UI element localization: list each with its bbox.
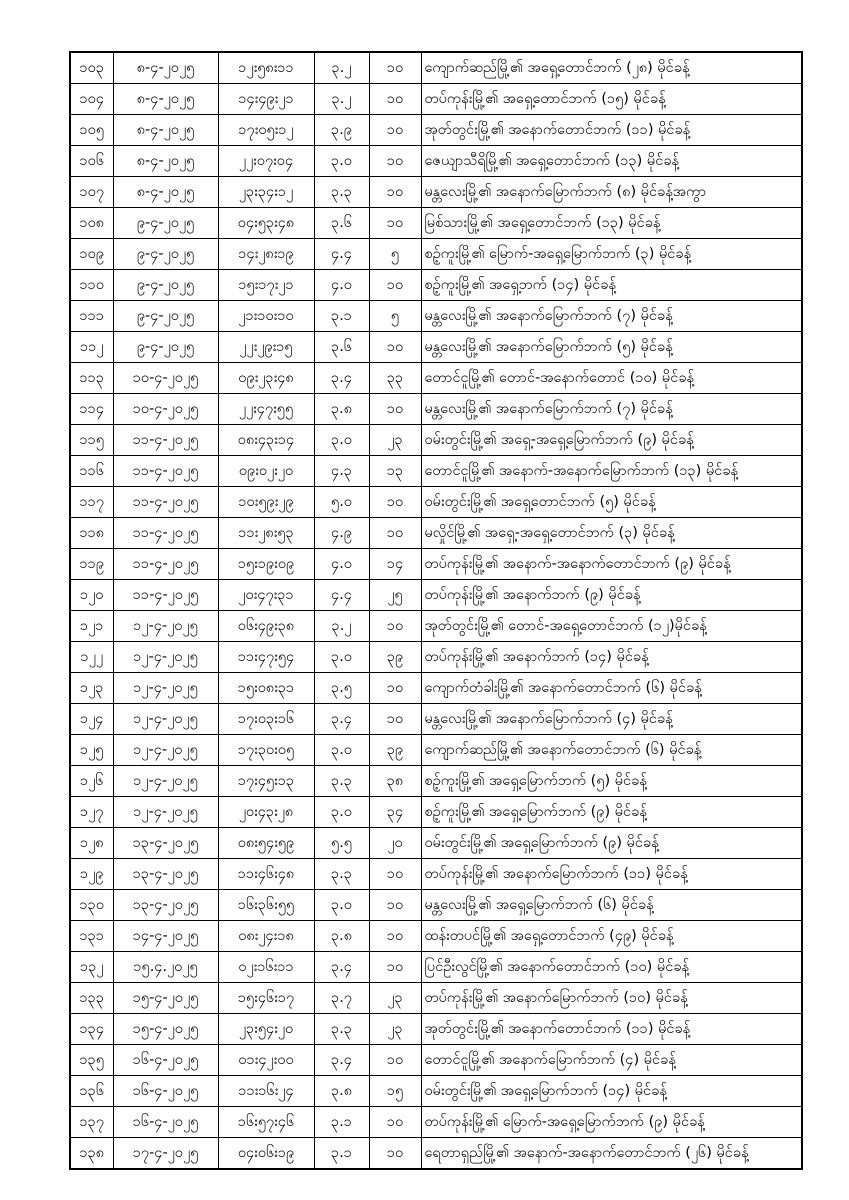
time-cell: ၂၀း၄၃း၂၈ xyxy=(218,797,314,828)
serial-cell: ၁၁၄ xyxy=(70,394,113,425)
depth-cell: ၂၃ xyxy=(369,425,421,456)
location-cell: ကျောက်ဆည်မြို့၏ အရှေ့တောင်ဘက် (၂၈) မိုင်ခန့် xyxy=(421,52,802,84)
time-cell: ၁၆း၅၇း၄၆ xyxy=(218,1107,314,1138)
table-row xyxy=(70,1076,802,1107)
location-cell: တပ်ကုန်းမြို့၏ အရှေ့တောင်ဘက် (၁၅) မိုင်ခန့် xyxy=(421,84,802,115)
date-cell: ၉-၄-၂၀၂၅ xyxy=(113,208,218,239)
time-cell: ၁၁း၄၇း၅၄ xyxy=(218,642,314,673)
table-row xyxy=(70,518,802,549)
magnitude-cell: ၃.၃ xyxy=(314,1014,369,1045)
serial-cell: ၁၂၈ xyxy=(70,828,113,859)
date-cell: ၁၅.၄.၂၀၂၅ xyxy=(113,952,218,983)
date-cell: ၁၂-၄-၂၀၂၅ xyxy=(113,735,218,766)
magnitude-cell: ၃.၄ xyxy=(314,952,369,983)
serial-cell: ၁၁၈ xyxy=(70,518,113,549)
date-cell: ၉-၄-၂၀၂၅ xyxy=(113,270,218,301)
time-cell: ၁၁း၄၆း၄၈ xyxy=(218,859,314,890)
table-row xyxy=(70,549,802,580)
time-cell: ၂၂း၂၉း၁၅ xyxy=(218,332,314,363)
time-cell: ၁၅း၀၈း၃၁ xyxy=(218,673,314,704)
date-cell: ၁၆-၄-၂၀၂၅ xyxy=(113,1107,218,1138)
date-cell: ၁၂-၄-၂၀၂၅ xyxy=(113,766,218,797)
table-row xyxy=(70,115,802,146)
location-cell: မန္တလေးမြို့၏ အနောက်မြောက်ဘက် (၄) မိုင်ခန့် xyxy=(421,704,802,735)
date-cell: ၁၄-၄-၂၀၂၅ xyxy=(113,921,218,952)
magnitude-cell: ၃.၃ xyxy=(314,766,369,797)
location-cell: အုတ်တွင်းမြို့၏ အနောက်တောင်ဘက် (၁၁) မိုင်ခန့် xyxy=(421,115,802,146)
serial-cell: ၁၀၃ xyxy=(70,52,113,84)
time-cell: ၁၄း၂၈း၁၉ xyxy=(218,239,314,270)
depth-cell: ၁၀ xyxy=(369,332,421,363)
depth-cell: ၁၀ xyxy=(369,921,421,952)
magnitude-cell: ၃.၄ xyxy=(314,704,369,735)
depth-cell: ၁၀ xyxy=(369,673,421,704)
table-row xyxy=(70,363,802,394)
location-cell: စဥ့်ကူးမြို့၏ အရှေ့ဘက် (၁၄) မိုင်ခန့် xyxy=(421,270,802,301)
depth-cell: ၅ xyxy=(369,239,421,270)
table-row xyxy=(70,425,802,456)
table-row xyxy=(70,177,802,208)
depth-cell: ၁၀ xyxy=(369,487,421,518)
table-row xyxy=(70,208,802,239)
location-cell: မန္တလေးမြို့၏ အနောက်မြောက်ဘက် (၇) မိုင်ခန့် xyxy=(421,394,802,425)
serial-cell: ၁၀၇ xyxy=(70,177,113,208)
table-row xyxy=(70,983,802,1014)
location-cell: စဥ့်ကူးမြို့၏ အရှေ့မြောက်ဘက် (၅) မိုင်ခန့် xyxy=(421,766,802,797)
magnitude-cell: ၃.၀ xyxy=(314,735,369,766)
location-cell: မလှိုင်မြို့၏ အရှေ့-အရှေ့တောင်ဘက် (၃) မိုင်ခန့် xyxy=(421,518,802,549)
magnitude-cell: ၃.၀ xyxy=(314,797,369,828)
time-cell: ၁၁း၁၆း၂၄ xyxy=(218,1076,314,1107)
serial-cell: ၁၃၅ xyxy=(70,1045,113,1076)
magnitude-cell: ၄.၀ xyxy=(314,549,369,580)
location-cell: အုတ်တွင်းမြို့၏ အနောက်တောင်ဘက် (၁၁) မိုင်ခန့် xyxy=(421,1014,802,1045)
magnitude-cell: ၃.၀ xyxy=(314,642,369,673)
depth-cell: ၂၃ xyxy=(369,983,421,1014)
location-cell: တောင်ငူမြို့၏ အနောက်မြောက်ဘက် (၄) မိုင်ခန့် xyxy=(421,1045,802,1076)
location-cell: ဝမ်းတွင်းမြို့၏ အရှေ့-အရှေ့မြောက်ဘက် (၉) မိုင်ခန့် xyxy=(421,425,802,456)
time-cell: ၀၈း၄၃း၁၄ xyxy=(218,425,314,456)
serial-cell: ၁၁၁ xyxy=(70,301,113,332)
serial-cell: ၁၂၉ xyxy=(70,859,113,890)
date-cell: ၁၂-၄-၂၀၂၅ xyxy=(113,611,218,642)
magnitude-cell: ၃.၂ xyxy=(314,52,369,84)
serial-cell: ၁၂၇ xyxy=(70,797,113,828)
table-row xyxy=(70,456,802,487)
date-cell: ၁၅-၄-၂၀၂၅ xyxy=(113,1014,218,1045)
serial-cell: ၁၃၄ xyxy=(70,1014,113,1045)
depth-cell: ၂၀ xyxy=(369,828,421,859)
table-row xyxy=(70,332,802,363)
depth-cell: ၁၀ xyxy=(369,146,421,177)
date-cell: ၁၆-၄-၂၀၂၅ xyxy=(113,1045,218,1076)
location-cell: ရေတာရှည်မြို့၏ အနောက်-အနောက်တောင်ဘက် (၂၆) မိုင်ခန့် xyxy=(421,1138,802,1170)
serial-cell: ၁၃၃ xyxy=(70,983,113,1014)
table-row xyxy=(70,1107,802,1138)
magnitude-cell: ၃.၀ xyxy=(314,425,369,456)
depth-cell: ၃၄ xyxy=(369,797,421,828)
depth-cell: ၁၀ xyxy=(369,1107,421,1138)
table-row xyxy=(70,487,802,518)
serial-cell: ၁၃၆ xyxy=(70,1076,113,1107)
serial-cell: ၁၂၂ xyxy=(70,642,113,673)
serial-cell: ၁၂၄ xyxy=(70,704,113,735)
table-row xyxy=(70,1014,802,1045)
date-cell: ၁၃-၄-၂၀၂၅ xyxy=(113,828,218,859)
depth-cell: ၁၀ xyxy=(369,890,421,921)
magnitude-cell: ၃.၆ xyxy=(314,208,369,239)
depth-cell: ၅ xyxy=(369,301,421,332)
date-cell: ၈-၄-၂၀၂၅ xyxy=(113,146,218,177)
location-cell: မန္တလေးမြို့၏ အရှေ့မြောက်ဘက် (၆) မိုင်ခန့် xyxy=(421,890,802,921)
time-cell: ၀၉း၀၂း၂၀ xyxy=(218,456,314,487)
location-cell: တောင်ငူမြို့၏ အနောက်-အနောက်မြောက်ဘက် (၁၃) မိုင်ခန့် xyxy=(421,456,802,487)
location-cell: အုတ်တွင်းမြို့၏ တောင်-အရှေ့တောင်ဘက် (၁၂)မိုင်ခန့် xyxy=(421,611,802,642)
time-cell: ၁၅း၄၆း၁၇ xyxy=(218,983,314,1014)
table-row xyxy=(70,239,802,270)
depth-cell: ၂၅ xyxy=(369,580,421,611)
date-cell: ၁၂-၄-၂၀၂၅ xyxy=(113,797,218,828)
magnitude-cell: ၃.၈ xyxy=(314,921,369,952)
magnitude-cell: ၃.၁ xyxy=(314,301,369,332)
table-row xyxy=(70,704,802,735)
earthquake-table-body xyxy=(70,52,802,1169)
time-cell: ၁၇း၀၅း၁၂ xyxy=(218,115,314,146)
date-cell: ၁၅-၄-၂၀၂၅ xyxy=(113,983,218,1014)
time-cell: ၀၂း၁၆း၁၁ xyxy=(218,952,314,983)
serial-cell: ၁၁၂ xyxy=(70,332,113,363)
location-cell: ပြင်ဦးလွင်မြို့၏ အနောက်တောင်ဘက် (၁၀) မိုင်ခန့် xyxy=(421,952,802,983)
magnitude-cell: ၄.၉ xyxy=(314,518,369,549)
time-cell: ၂၃း၅၄း၂၀ xyxy=(218,1014,314,1045)
time-cell: ၀၆း၄၉း၃၈ xyxy=(218,611,314,642)
time-cell: ၁၁း၂၈း၅၃ xyxy=(218,518,314,549)
depth-cell: ၁၀ xyxy=(369,52,421,84)
location-cell: တောင်ငူမြို့၏ တောင်-အနောက်တောင် (၁၀) မိုင်ခန့် xyxy=(421,363,802,394)
magnitude-cell: ၃.၈ xyxy=(314,1076,369,1107)
magnitude-cell: ၄.၀ xyxy=(314,270,369,301)
time-cell: ၁၀း၅၉း၂၉ xyxy=(218,487,314,518)
table-row xyxy=(70,766,802,797)
depth-cell: ၃၉ xyxy=(369,735,421,766)
serial-cell: ၁၀၅ xyxy=(70,115,113,146)
magnitude-cell: ၃.၀ xyxy=(314,890,369,921)
serial-cell: ၁၂၃ xyxy=(70,673,113,704)
time-cell: ၁၇း၀၃း၁၆ xyxy=(218,704,314,735)
table-row xyxy=(70,890,802,921)
serial-cell: ၁၃၈ xyxy=(70,1138,113,1170)
date-cell: ၁၃-၄-၂၀၂၅ xyxy=(113,890,218,921)
serial-cell: ၁၀၈ xyxy=(70,208,113,239)
magnitude-cell: ၃.၄ xyxy=(314,1045,369,1076)
serial-cell: ၁၂၅ xyxy=(70,735,113,766)
date-cell: ၁၇-၄-၂၀၂၅ xyxy=(113,1138,218,1170)
date-cell: ၁၂-၄-၂၀၂၅ xyxy=(113,704,218,735)
location-cell: ကျောက်တံခါးမြို့၏ အနောက်တောင်ဘက် (၆) မိုင်ခန့် xyxy=(421,673,802,704)
location-cell: မန္တလေးမြို့၏ အနောက်မြောက်ဘက် (၅) မိုင်ခန့် xyxy=(421,332,802,363)
location-cell: စဥ့်ကူးမြို့၏ မြောက်-အရှေ့မြောက်ဘက် (၃) မိုင်ခန့် xyxy=(421,239,802,270)
time-cell: ၀၄း၀၆း၁၉ xyxy=(218,1138,314,1170)
serial-cell: ၁၃၁ xyxy=(70,921,113,952)
serial-cell: ၁၁၀ xyxy=(70,270,113,301)
table-row xyxy=(70,394,802,425)
depth-cell: ၃၃ xyxy=(369,363,421,394)
date-cell: ၁၁-၄-၂၀၂၅ xyxy=(113,425,218,456)
serial-cell: ၁၁၅ xyxy=(70,425,113,456)
magnitude-cell: ၃.၁ xyxy=(314,1138,369,1170)
serial-cell: ၁၀၄ xyxy=(70,84,113,115)
magnitude-cell: ၅.၀ xyxy=(314,487,369,518)
depth-cell: ၁၀ xyxy=(369,611,421,642)
magnitude-cell: ၃.၃ xyxy=(314,859,369,890)
table-row xyxy=(70,52,802,84)
time-cell: ၀၄း၅၃း၄၈ xyxy=(218,208,314,239)
table-row xyxy=(70,828,802,859)
serial-cell: ၁၀၉ xyxy=(70,239,113,270)
time-cell: ၁၇း၃၀း၀၅ xyxy=(218,735,314,766)
location-cell: တပ်ကုန်းမြို့၏ အနောက်ဘက် (၁၄) မိုင်ခန့် xyxy=(421,642,802,673)
magnitude-cell: ၃.၈ xyxy=(314,394,369,425)
time-cell: ၀၁း၄၂း၀၀ xyxy=(218,1045,314,1076)
table-row xyxy=(70,952,802,983)
magnitude-cell: ၃.၇ xyxy=(314,983,369,1014)
serial-cell: ၁၁၃ xyxy=(70,363,113,394)
date-cell: ၁၀-၄-၂၀၂၅ xyxy=(113,394,218,425)
serial-cell: ၁၂၁ xyxy=(70,611,113,642)
location-cell: ဝမ်းတွင်းမြို့၏ အရှေ့မြောက်ဘက် (၁၄) မိုင်ခန့် xyxy=(421,1076,802,1107)
depth-cell: ၁၀ xyxy=(369,115,421,146)
location-cell: မန္တလေးမြို့၏ အနောက်မြောက်ဘက် (၇) မိုင်ခန့် xyxy=(421,301,802,332)
serial-cell: ၁၁၉ xyxy=(70,549,113,580)
serial-cell: ၁၂၆ xyxy=(70,766,113,797)
table-row xyxy=(70,642,802,673)
location-cell: စဥ့်ကူးမြို့၏ အရှေ့မြောက်ဘက် (၉) မိုင်ခန့် xyxy=(421,797,802,828)
location-cell: မန္တလေးမြို့၏ အနောက်မြောက်ဘက် (၈) မိုင်ခန့်အကွာ xyxy=(421,177,802,208)
time-cell: ၁၆း၃၆း၅၅ xyxy=(218,890,314,921)
date-cell: ၈-၄-၂၀၂၅ xyxy=(113,84,218,115)
magnitude-cell: ၃.၄ xyxy=(314,363,369,394)
table-row xyxy=(70,673,802,704)
location-cell: မြစ်သားမြို့၏ အရှေ့တောင်ဘက် (၁၃) မိုင်ခန့် xyxy=(421,208,802,239)
date-cell: ၁၁-၄-၂၀၂၅ xyxy=(113,487,218,518)
date-cell: ၁၁-၄-၂၀၂၅ xyxy=(113,518,218,549)
time-cell: ၀၈း၂၄း၁၈ xyxy=(218,921,314,952)
serial-cell: ၁၀၆ xyxy=(70,146,113,177)
time-cell: ၂၂း၄၇း၅၅ xyxy=(218,394,314,425)
time-cell: ၁၅း၁၇း၂၁ xyxy=(218,270,314,301)
time-cell: ၁၇း၄၅း၁၃ xyxy=(218,766,314,797)
time-cell: ၂၀း၄၇း၃၁ xyxy=(218,580,314,611)
date-cell: ၉-၄-၂၀၂၅ xyxy=(113,239,218,270)
location-cell: ကျောက်ဆည်မြို့၏ အနောက်တောင်ဘက် (၆) မိုင်ခန့် xyxy=(421,735,802,766)
earthquake-table xyxy=(69,51,803,1170)
magnitude-cell: ၃.၀ xyxy=(314,146,369,177)
location-cell: ဇေယျာသီရိမြို့၏ အရှေ့တောင်ဘက် (၁၃) မိုင်ခန့် xyxy=(421,146,802,177)
magnitude-cell: ၄.၄ xyxy=(314,239,369,270)
magnitude-cell: ၃.၂ xyxy=(314,611,369,642)
depth-cell: ၂၃ xyxy=(369,1014,421,1045)
serial-cell: ၁၃၀ xyxy=(70,890,113,921)
time-cell: ၀၈း၅၄း၅၉ xyxy=(218,828,314,859)
date-cell: ၁၂-၄-၂၀၂၅ xyxy=(113,642,218,673)
location-cell: တပ်ကုန်းမြို့၏ မြောက်-အရှေ့မြောက်ဘက် (၉) မိုင်ခန့် xyxy=(421,1107,802,1138)
date-cell: ၉-၄-၂၀၂၅ xyxy=(113,332,218,363)
time-cell: ၁၂း၅၈း၁၁ xyxy=(218,52,314,84)
table-row xyxy=(70,921,802,952)
depth-cell: ၁၀ xyxy=(369,394,421,425)
table-row xyxy=(70,1045,802,1076)
table-row xyxy=(70,270,802,301)
depth-cell: ၁၀ xyxy=(369,1045,421,1076)
date-cell: ၁၀-၄-၂၀၂၅ xyxy=(113,363,218,394)
table-row xyxy=(70,84,802,115)
table-row xyxy=(70,301,802,332)
time-cell: ၂၁း၁၀း၁၀ xyxy=(218,301,314,332)
time-cell: ၂၂း၀၇း၀၄ xyxy=(218,146,314,177)
time-cell: ၂၃း၃၄း၁၂ xyxy=(218,177,314,208)
table-row xyxy=(70,797,802,828)
table-row xyxy=(70,1138,802,1170)
location-cell: ထန်းတပင်မြို့၏ အရှေ့တောင်ဘက် (၄၉) မိုင်ခန့် xyxy=(421,921,802,952)
magnitude-cell: ၃.၅ xyxy=(314,673,369,704)
date-cell: ၁၆-၄-၂၀၂၅ xyxy=(113,1076,218,1107)
magnitude-cell: ၃.၁ xyxy=(314,1107,369,1138)
depth-cell: ၁၀ xyxy=(369,952,421,983)
depth-cell: ၁၃ xyxy=(369,456,421,487)
magnitude-cell: ၃.၉ xyxy=(314,115,369,146)
depth-cell: ၁၄ xyxy=(369,549,421,580)
table-row xyxy=(70,611,802,642)
date-cell: ၁၃-၄-၂၀၂၅ xyxy=(113,859,218,890)
date-cell: ၈-၄-၂၀၂၅ xyxy=(113,52,218,84)
date-cell: ၁၁-၄-၂၀၂၅ xyxy=(113,549,218,580)
location-cell: ဝမ်းတွင်းမြို့၏ အရှေ့မြောက်ဘက် (၉) မိုင်ခန့် xyxy=(421,828,802,859)
serial-cell: ၁၃၇ xyxy=(70,1107,113,1138)
serial-cell: ၁၁၆ xyxy=(70,456,113,487)
serial-cell: ၁၃၂ xyxy=(70,952,113,983)
table-row xyxy=(70,146,802,177)
depth-cell: ၁၀ xyxy=(369,177,421,208)
depth-cell: ၁၀ xyxy=(369,270,421,301)
location-cell: တပ်ကုန်းမြို့၏ အနောက်မြောက်ဘက် (၁၀) မိုင်ခန့် xyxy=(421,983,802,1014)
magnitude-cell: ၃.၃ xyxy=(314,177,369,208)
location-cell: တပ်ကုန်းမြို့၏ အနောက်မြောက်ဘက် (၁၁) မိုင်ခန့် xyxy=(421,859,802,890)
depth-cell: ၁၀ xyxy=(369,859,421,890)
depth-cell: ၁၀ xyxy=(369,1138,421,1170)
table-row xyxy=(70,735,802,766)
depth-cell: ၁၀ xyxy=(369,704,421,735)
time-cell: ၁၅း၁၉း၀၉ xyxy=(218,549,314,580)
depth-cell: ၃၉ xyxy=(369,642,421,673)
time-cell: ၁၄း၄၉း၂၁ xyxy=(218,84,314,115)
magnitude-cell: ၅.၅ xyxy=(314,828,369,859)
depth-cell: ၁၀ xyxy=(369,518,421,549)
date-cell: ၁၂-၄-၂၀၂၅ xyxy=(113,673,218,704)
serial-cell: ၁၂၀ xyxy=(70,580,113,611)
magnitude-cell: ၃.၆ xyxy=(314,332,369,363)
magnitude-cell: ၄.၃ xyxy=(314,456,369,487)
date-cell: ၈-၄-၂၀၂၅ xyxy=(113,115,218,146)
date-cell: ၁၁-၄-၂၀၂၅ xyxy=(113,580,218,611)
serial-cell: ၁၁၇ xyxy=(70,487,113,518)
time-cell: ၀၉း၂၃း၄၈ xyxy=(218,363,314,394)
depth-cell: ၁၅ xyxy=(369,1076,421,1107)
date-cell: ၁၁-၄-၂၀၂၅ xyxy=(113,456,218,487)
depth-cell: ၁၀ xyxy=(369,84,421,115)
table-row xyxy=(70,580,802,611)
magnitude-cell: ၃.၂ xyxy=(314,84,369,115)
location-cell: ဝမ်းတွင်းမြို့၏ အရှေ့တောင်ဘက် (၅) မိုင်ခန့် xyxy=(421,487,802,518)
depth-cell: ၁၀ xyxy=(369,208,421,239)
location-cell: တပ်ကုန်းမြို့၏ အနောက်ဘက် (၉) မိုင်ခန့် xyxy=(421,580,802,611)
location-cell: တပ်ကုန်းမြို့၏ အနောက်-အနောက်တောင်ဘက် (၉) မိုင်ခန့် xyxy=(421,549,802,580)
depth-cell: ၃၈ xyxy=(369,766,421,797)
date-cell: ၉-၄-၂၀၂၅ xyxy=(113,301,218,332)
date-cell: ၈-၄-၂၀၂၅ xyxy=(113,177,218,208)
table-row xyxy=(70,859,802,890)
magnitude-cell: ၄.၄ xyxy=(314,580,369,611)
